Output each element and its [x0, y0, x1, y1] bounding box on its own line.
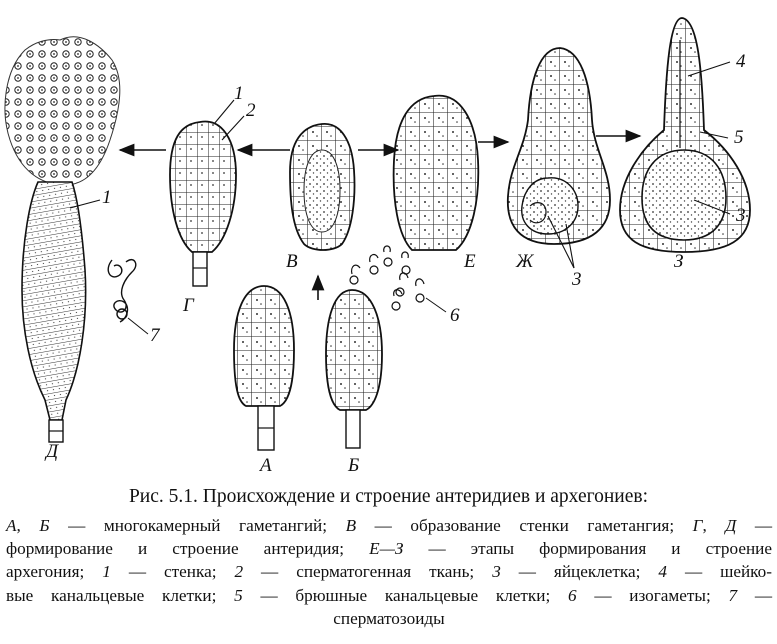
caption-text-run: Г: [692, 516, 703, 535]
number-4-Z: 4: [736, 51, 746, 72]
drawing-sperm: [108, 260, 148, 334]
caption-text-run: —: [736, 516, 773, 535]
caption-text-run: вые канальцевые клетки;: [6, 585, 235, 605]
caption-text-run: ,: [16, 516, 40, 535]
caption-text-run: 2: [234, 562, 244, 582]
caption-line: [6, 514, 772, 537]
caption-text-run: 5: [234, 585, 243, 605]
caption-text-run: — этапы формирования и строение: [403, 539, 772, 559]
caption-text-run: сперматозоиды: [333, 608, 445, 628]
number-3-Zh: 3: [572, 269, 582, 290]
figure-caption-body: [6, 514, 772, 630]
panel-label-A: А: [260, 455, 272, 476]
drawing-D-antheridium: [5, 37, 120, 442]
caption-text-run: формирование и строение антеридия;: [6, 539, 370, 559]
caption-text-run: В: [345, 516, 357, 535]
caption-line: [6, 560, 772, 583]
caption-text-run: 4: [658, 562, 667, 582]
panel-label-V: В: [286, 251, 298, 272]
caption-text-run: 7: [728, 585, 738, 605]
panel-label-E: Е: [464, 251, 476, 272]
number-2-G: 2: [246, 100, 256, 121]
drawing-Z-mature-archegonium: [620, 18, 750, 252]
caption-text-run: — стенка;: [110, 562, 235, 582]
number-5-Z: 5: [734, 127, 744, 148]
caption-line: [6, 607, 772, 630]
panel-label-D: Д: [46, 441, 59, 462]
caption-text-run: — образование стенки гаметангия;: [356, 516, 693, 535]
panel-label-Zh: Ж: [516, 251, 534, 272]
caption-text-run: — изогаметы;: [576, 585, 729, 605]
caption-text-run: ,: [702, 516, 726, 535]
caption-text-run: Е—З: [369, 539, 404, 559]
caption-line: [6, 537, 772, 560]
number-6: 6: [450, 305, 460, 326]
caption-text-run: —: [737, 585, 772, 605]
drawing-V-wall-formation: [290, 124, 355, 250]
caption-text-run: — брюшные канальцевые клетки;: [242, 585, 568, 605]
caption-line: [6, 584, 772, 607]
caption-text-run: архегония;: [6, 562, 103, 582]
caption-text-run: 1: [102, 562, 111, 582]
panel-label-G: Г: [183, 295, 194, 316]
caption-text-run: — шейко-: [666, 562, 772, 582]
caption-text-run: — многокамерный гаметангий;: [49, 516, 346, 535]
caption-text-run: — яйцеклетка;: [500, 562, 659, 582]
number-3-Z: 3: [736, 205, 746, 226]
drawing-B-multichamber-gametangium: [326, 290, 382, 448]
caption-text-run: — сперматогенная ткань;: [243, 562, 493, 582]
caption-text-run: Б: [39, 516, 50, 535]
caption-text-run: Д: [725, 516, 737, 535]
number-7: 7: [150, 325, 160, 346]
panel-label-B: Б: [348, 455, 360, 476]
figure-caption-title: Рис. 5.1. Происхождение и строение антеридиев и архегониев:: [128, 486, 649, 507]
caption-text-run: 3: [492, 562, 501, 582]
drawing-A-multichamber-gametangium: [234, 286, 294, 450]
drawing-E-archegonium-stage: [394, 96, 479, 250]
drawing-G-young-antheridium: [170, 122, 236, 286]
caption-text-run: 6: [568, 585, 577, 605]
caption-text-run: А: [6, 516, 17, 535]
number-1-D: 1: [102, 187, 112, 208]
panel-label-Z: З: [674, 251, 684, 272]
number-1-G: 1: [234, 83, 244, 104]
drawing-Zh-archegonium-stage: [508, 48, 610, 244]
